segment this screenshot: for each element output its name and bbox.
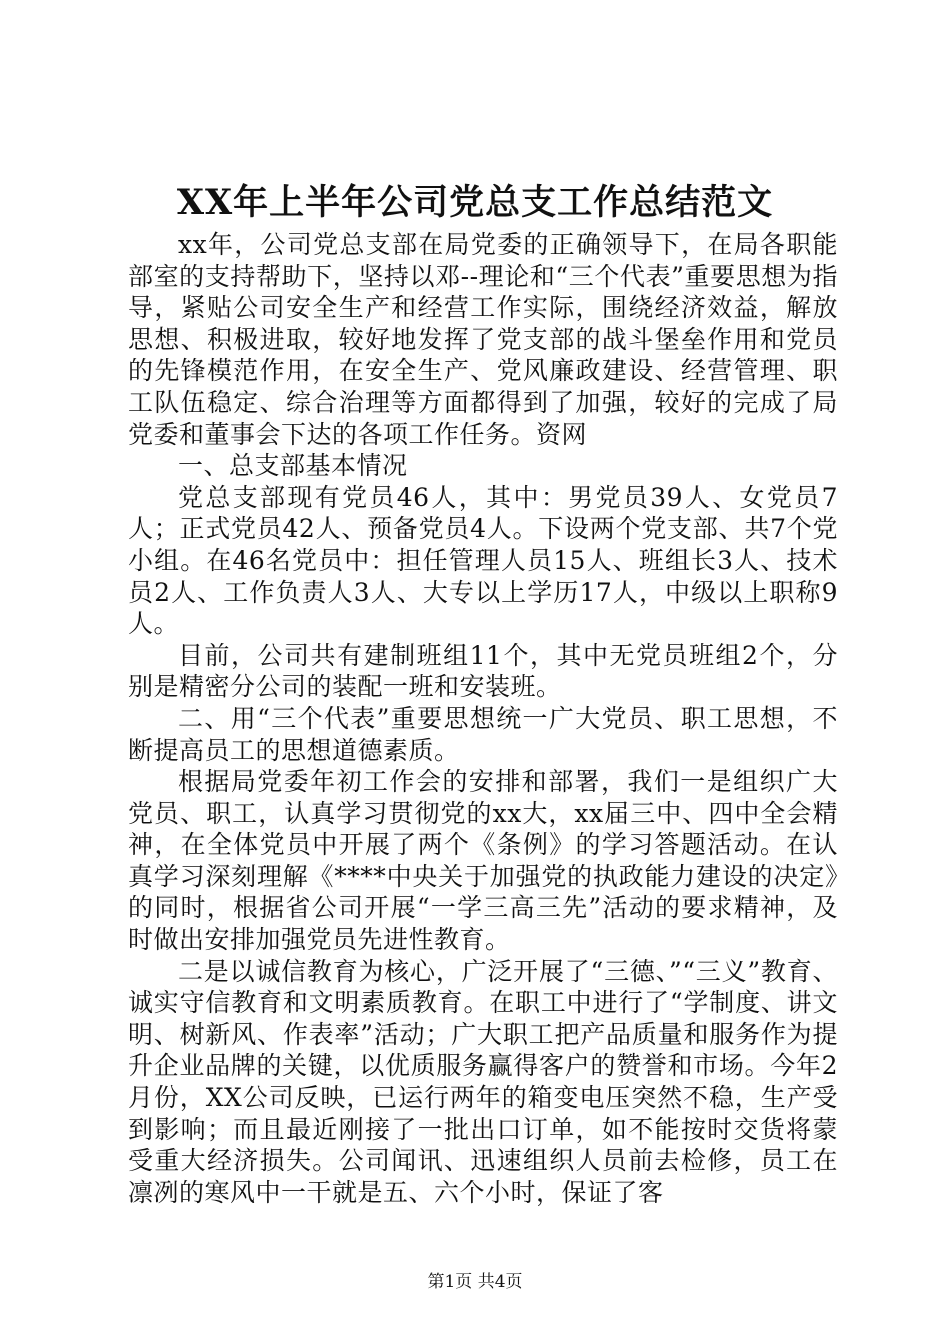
- intro-paragraph: xx年，公司党总支部在局党委的正确领导下，在局各职能部室的支持帮助下，坚持以邓--理论和“三个代表”重要思想为指导，紧贴公司安全生产和经营工作实际，围绕经济效益，解放思想、积极进取，较好地发挥了党支部的战斗堡垒作用和党员的先锋模范作用，在安全生产、党风廉政建设、经营管理、职工队伍稳定、综合治理等方面都得到了加强，较好的完成了局党委和董事会下达的各项工作任务。资网: [128, 230, 838, 449]
- integrity-paragraph: 二是以诚信教育为核心，广泛开展了“三德、”“三义”教育、诚实守信教育和文明素质教育。在职工中进行了“学制度、讲文明、树新风、作表率”活动；广大职工把产品质量和服务作为提升企业品牌的关键，以优质服务赢得客户的赞誉和市场。今年2月份，XX公司反映，已运行两年的箱变电压突然不稳，生产受到影响；而且最近刚接了一批出口订单，如不能按时交货将蒙受重大经济损失。公司闻讯、迅速组织人员前去检修，员工在凛冽的寒风中一干就是五、六个小时，保证了客: [128, 956, 838, 1207]
- study-paragraph: 根据局党委年初工作会的安排和部署，我们一是组织广大党员、职工，认真学习贯彻党的xx大，xx届三中、四中全会精神，在全体党员中开展了两个《条例》的学习答题活动。在认真学习深刻理解《****中央关于加强党的执政能力建设的决定》的同时，根据省公司开展“一学三高三先”活动的要求精神，及时做出安排加强党员先进性教育。: [128, 767, 838, 955]
- page-number-footer: 第1页 共4页: [427, 1272, 523, 1292]
- document-body: [128, 229, 838, 1208]
- team-paragraph: 目前，公司共有建制班组11个，其中无党员班组2个，分别是精密分公司的装配一班和安装班。: [128, 640, 838, 702]
- section-heading-2: 二、用“三个代表”重要思想统一广大党员、职工思想，不断提高员工的思想道德素质。: [128, 703, 838, 765]
- section-heading-1: 一、总支部基本情况: [178, 451, 408, 481]
- membership-paragraph: 党总支部现有党员46人，其中：男党员39人、女党员7人；正式党员42人、预备党员4人。下设两个党支部、共7个党小组。在46名党员中：担任管理人员15人、班组长3人、技术员2人、工作负责人3人、大专以上学历17人，中级以上职称9人。: [128, 482, 838, 639]
- document-title: XX年上半年公司党总支工作总结范文: [176, 182, 774, 223]
